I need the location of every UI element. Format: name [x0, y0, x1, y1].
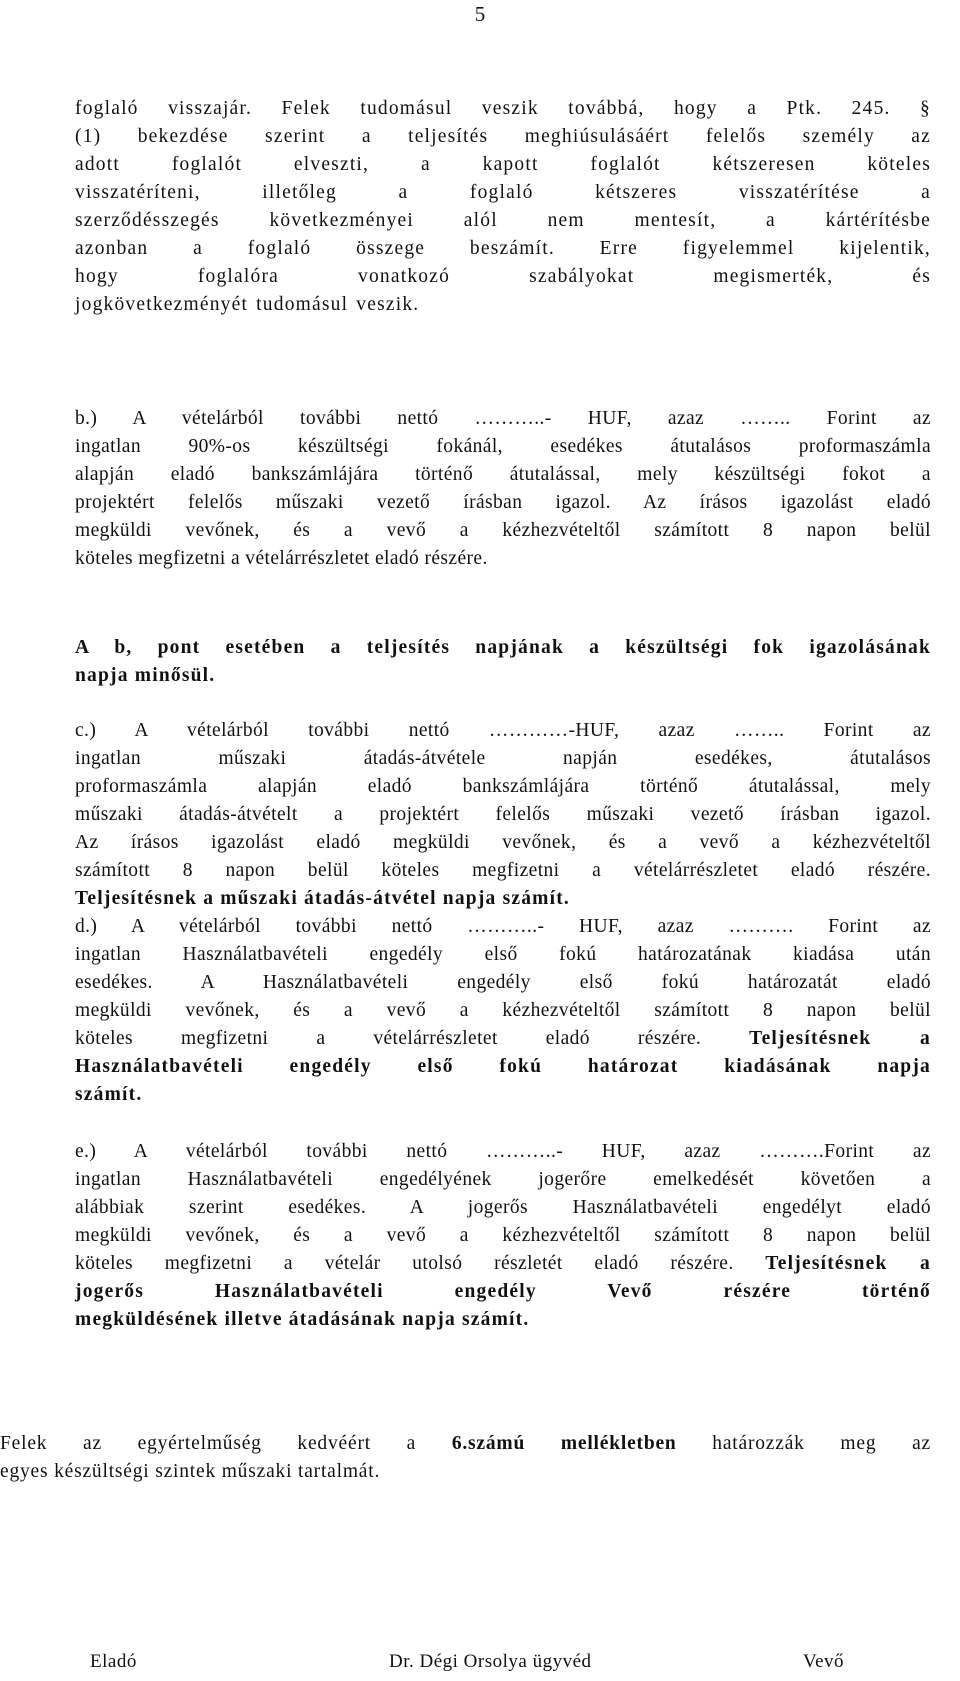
text-bold: Teljesítésnek a: [749, 1028, 931, 1049]
text-plain: köteles megfizetni a vételár utolsó részletét eladó részére.: [75, 1253, 734, 1274]
text-line: ingatlan műszaki átadás-átvétele napján esedékes, átutalásos: [75, 748, 931, 769]
text-line-bold: jogerős Használatbavételi engedély Vevő részére történő: [75, 1281, 931, 1302]
text-line-bold: Használatbavételi engedély első fokú határozat kiadásának napja: [75, 1056, 931, 1077]
paragraph-b: [75, 405, 931, 573]
text-bold: Teljesítésnek a: [765, 1253, 931, 1274]
text-line: ingatlan Használatbavételi engedély első fokú határozatának kiadása után: [75, 944, 931, 965]
text-plain: egyes készültségi szintek: [0, 1461, 217, 1482]
text-plain: határozzák meg az: [712, 1433, 931, 1454]
text-line: alábbiak szerint esedékes. A jogerős Használatbavételi engedélyt eladó: [75, 1197, 931, 1218]
text-line-bold: számít.: [75, 1084, 143, 1105]
text-line: szerződésszegés következményei alól nem mentesít, a kártérítésbe: [75, 210, 931, 231]
text-line: (1) bekezdése szerint a teljesítés meghiúsulásáért felelős személy az: [75, 126, 931, 147]
text-line: napja minősül.: [75, 665, 216, 686]
text-plain: műszaki tartalmát.: [221, 1461, 381, 1482]
text-plain: Felek az egyértelműség kedvéért a: [0, 1433, 417, 1454]
text-line: köteles megfizetni a vételárrészletet eladó részére.: [75, 548, 488, 569]
paragraph-b-note: [75, 634, 931, 690]
text-line: ingatlan Használatbavételi engedélyének jogerőre emelkedését követően a: [75, 1169, 931, 1190]
paragraph-c: [75, 717, 931, 913]
text-line: megküldi vevőnek, és a vevő a kézhezvételtől számított 8 napon belül: [75, 1000, 931, 1021]
footer-lawyer: Dr. Dégi Orsolya ügyvéd: [389, 1651, 592, 1672]
text-line-bold: megküldésének illetve átadásának napja számít.: [75, 1309, 530, 1330]
paragraph-annex: [0, 1430, 931, 1486]
page-number: 5: [474, 2, 486, 26]
footer-seller: Eladó: [90, 1651, 137, 1672]
text-line: ingatlan 90%-os készültségi fokánál, esedékes átutalásos proformaszámla: [75, 436, 931, 457]
text-line: jogkövetkezményét tudomásul veszik.: [75, 294, 420, 315]
text-line: Az írásos igazolást eladó megküldi vevőnek, és a vevő a kézhezvételtől: [75, 832, 931, 853]
text-line: foglaló visszajár. Felek tudomásul veszik továbbá, hogy a Ptk. 245. §: [75, 98, 931, 119]
text-line: számított 8 napon belül köteles megfizetni a vételárrészletet eladó részére.: [75, 860, 931, 881]
text-line: műszaki átadás-átvételt a projektért felelős műszaki vezető írásban igazol.: [75, 804, 931, 825]
text-line-mixed: [75, 1025, 931, 1053]
text-line-mixed: [0, 1458, 931, 1486]
text-line: adott foglalót elveszti, a kapott foglalót kétszeresen köteles: [75, 154, 931, 175]
text-bold: 6.számú mellékletben: [451, 1433, 677, 1454]
text-line-mixed: [75, 1250, 931, 1278]
text-line: d.) A vételárból további nettó ………..- HUF, azaz ………. Forint az: [75, 916, 931, 937]
text-line-bold: Teljesítésnek a műszaki átadás-átvétel napja számít.: [75, 888, 570, 909]
text-line: proformaszámla alapján eladó bankszámlájára történő átutalással, mely: [75, 776, 931, 797]
text-line: c.) A vételárból további nettó …………-HUF, azaz …….. Forint az: [75, 720, 931, 741]
paragraph-e: [75, 1138, 931, 1334]
text-line: A b, pont esetében a teljesítés napjának a készültségi fok igazolásának: [75, 637, 931, 658]
text-plain: köteles megfizetni a vételárrészletet eladó részére.: [75, 1028, 702, 1049]
text-line-mixed: [0, 1430, 931, 1458]
paragraph-deposit: [75, 95, 931, 319]
paragraph-d: [75, 913, 931, 1109]
text-line: azonban a foglaló összege beszámít. Erre figyelemmel kijelentik,: [75, 238, 931, 259]
text-line: hogy foglalóra vonatkozó szabályokat megismerték, és: [75, 266, 931, 287]
text-line: e.) A vételárból további nettó ………..- HUF, azaz ……….Forint az: [75, 1141, 931, 1162]
text-line: visszatéríteni, illetőleg a foglaló kétszeres visszatérítése a: [75, 182, 931, 203]
text-line: esedékes. A Használatbavételi engedély első fokú határozatát eladó: [75, 972, 931, 993]
footer-buyer: Vevő: [803, 1651, 845, 1672]
text-line: b.) A vételárból további nettó ………..- HUF, azaz …….. Forint az: [75, 408, 931, 429]
text-line: projektért felelős műszaki vezető írásban igazol. Az írásos igazolást eladó: [75, 492, 931, 513]
text-line: megküldi vevőnek, és a vevő a kézhezvételtől számított 8 napon belül: [75, 1225, 931, 1246]
text-line: alapján eladó bankszámlájára történő átutalással, mely készültségi fokot a: [75, 464, 931, 485]
text-line: megküldi vevőnek, és a vevő a kézhezvételtől számított 8 napon belül: [75, 520, 931, 541]
